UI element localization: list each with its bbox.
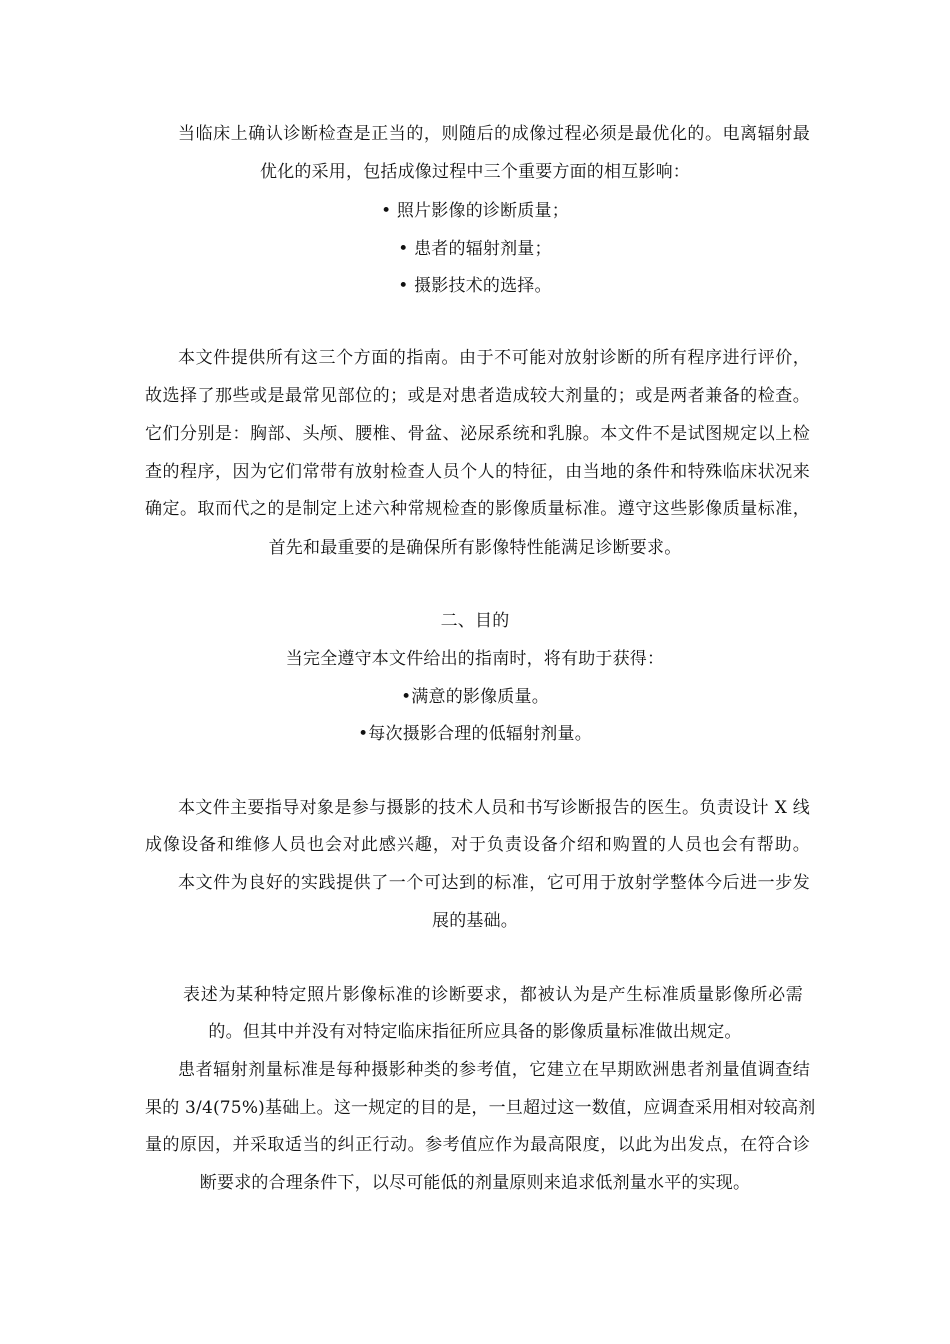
- paragraph2-line: 查的程序，因为它们常带有放射检查人员个人的特征，由当地的条件和特殊临床状况来: [145, 462, 810, 482]
- paragraph4-line: 果的 3/4(75%)基础上。这一规定的目的是，一旦超过这一数值，应调查采用相对较高剂: [145, 1098, 816, 1118]
- paragraph4-line: 的。但其中并没有对特定临床指征所应具备的影像质量标准做出规定。: [208, 1022, 742, 1042]
- bullet-item: • 患者的辐射剂量；: [398, 239, 552, 259]
- paragraph3-line: 本文件主要指导对象是参与摄影的技术人员和书写诊断报告的医生。负责设计 X 线: [178, 798, 810, 818]
- paragraph2-line: 故选择了那些或是最常见部位的；或是对患者造成较大剂量的；或是两者兼备的检查。: [145, 386, 810, 406]
- paragraph4-line: 量的原因，并采取适当的纠正行动。参考值应作为最高限度，以此为出发点，在符合诊: [145, 1135, 810, 1155]
- paragraph3-line: 展的基础。: [432, 911, 518, 931]
- bullet-item: •满意的影像质量。: [401, 687, 549, 707]
- paragraph1-line2: 优化的采用，包括成像过程中三个重要方面的相互影响：: [260, 162, 690, 182]
- paragraph4-line: 表述为某种特定照片影像标准的诊断要求，都被认为是产生标准质量影像所必需: [183, 985, 803, 1005]
- paragraph4-line: 患者辐射剂量标准是每种摄影种类的参考值，它建立在早期欧洲患者剂量值调查结: [178, 1060, 810, 1080]
- bullet-item: • 照片影像的诊断质量；: [381, 201, 569, 221]
- paragraph4-line: 断要求的合理条件下，以尽可能低的剂量原则来追求低剂量水平的实现。: [199, 1173, 751, 1193]
- section-intro: 当完全遵守本文件给出的指南时，将有助于获得：: [285, 649, 665, 669]
- bullet-item: •每次摄影合理的低辐射剂量。: [358, 724, 592, 744]
- bullet-item: • 摄影技术的选择。: [398, 276, 552, 296]
- paragraph2-line: 首先和最重要的是确保所有影像特性能满足诊断要求。: [268, 538, 682, 558]
- paragraph2-line: 确定。取而代之的是制定上述六种常规检查的影像质量标准。遵守这些影像质量标准，: [145, 499, 810, 519]
- paragraph1-line1: 当临床上确认诊断检查是正当的，则随后的成像过程必须是最优化的。电离辐射最: [178, 124, 810, 144]
- paragraph2-line: 它们分别是：胸部、头颅、腰椎、骨盆、泌尿系统和乳腺。本文件不是试图规定以上检: [145, 424, 810, 444]
- section-heading: 二、目的: [440, 611, 510, 631]
- paragraph3-line: 成像设备和维修人员也会对此感兴趣，对于负责设备介绍和购置的人员也会有帮助。: [145, 835, 810, 855]
- paragraph2-line: 本文件提供所有这三个方面的指南。由于不可能对放射诊断的所有程序进行评价，: [178, 348, 810, 368]
- paragraph3-line: 本文件为良好的实践提供了一个可达到的标准，它可用于放射学整体今后进一步发: [178, 873, 810, 893]
